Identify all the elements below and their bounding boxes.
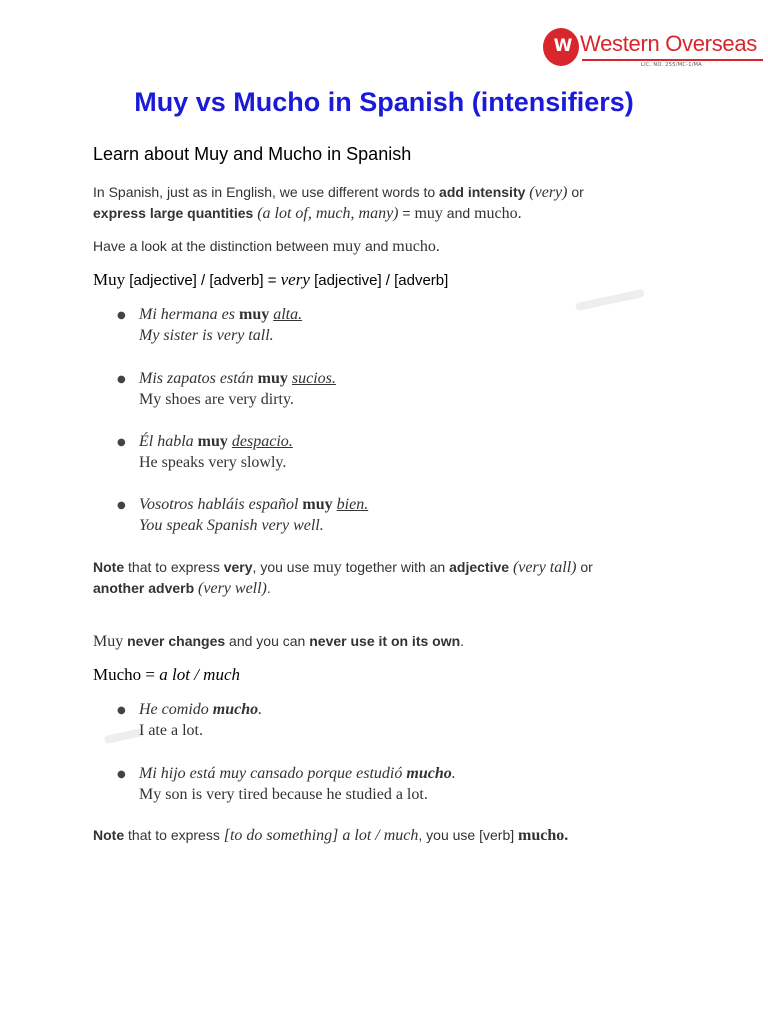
bullet-icon: ● <box>117 705 126 716</box>
intro-emphasis: express large quantities <box>93 205 254 221</box>
spanish-sentence: Mi hermana es muy alta. <box>139 306 303 323</box>
note-text: that to express <box>124 559 224 575</box>
bullet-icon: ● <box>117 374 126 385</box>
spanish-sentence: Mi hijo está muy cansado porque estudió mucho. <box>139 765 456 782</box>
note-emphasis: another adverb <box>93 580 195 596</box>
note-example: (very well) <box>198 580 267 597</box>
note-text: or <box>576 559 593 575</box>
english-translation: My sister is very tall. <box>139 327 274 344</box>
watermark-fragment <box>575 289 645 311</box>
note-text: , you use [verb] <box>418 827 519 843</box>
english-translation: My shoes are very dirty. <box>139 391 294 408</box>
intro-word: muy <box>414 205 443 222</box>
heading-text: [adjective] / [adverb] = <box>125 272 281 289</box>
logo-underline <box>582 59 763 61</box>
spanish-sentence: He comido mucho. <box>139 701 263 718</box>
intro-example: (a lot of, much, many) <box>257 205 399 222</box>
note-word: muy <box>313 559 342 576</box>
note-example: [to do something] a lot / much <box>223 827 419 844</box>
logo-brand-name: Western Overseas <box>580 31 757 56</box>
heading-word: a lot / much <box>159 665 240 684</box>
note-text: . <box>266 580 271 596</box>
page-subtitle: Learn about Muy and Mucho in Spanish <box>93 144 412 164</box>
bullet-icon: ● <box>117 500 126 511</box>
heading-text: Mucho = <box>93 665 160 684</box>
intro-text: Have a look at the distinction between <box>93 238 333 254</box>
logo-license-text: LIC. NO. 255/MC-1/MA <box>641 62 703 68</box>
intro-text: = <box>398 205 415 221</box>
intro-text: and <box>442 205 475 221</box>
bullet-icon: ● <box>117 437 126 448</box>
bullet-icon: ● <box>117 769 126 780</box>
note-text: together with an <box>341 559 450 575</box>
spanish-sentence: Mis zapatos están muy sucios. <box>139 370 336 387</box>
intro-word: muy <box>332 238 362 255</box>
rule-word: Muy <box>93 633 124 650</box>
logo-mark: W <box>543 28 579 66</box>
note-emphasis: adjective <box>449 559 510 575</box>
heading-text: [adjective] / [adverb] <box>309 272 449 289</box>
page-title: Muy vs Mucho in Spanish (intensifiers) <box>134 87 634 117</box>
muy-rule <box>93 631 464 652</box>
rule-emphasis: never use it on its own <box>309 633 461 649</box>
intro-text: In Spanish, just as in English, we use different words to <box>93 184 440 200</box>
note-word: mucho. <box>518 827 569 844</box>
distinction-paragraph <box>93 236 440 257</box>
intro-emphasis: add intensity <box>439 184 526 200</box>
heading-word: very <box>280 270 310 289</box>
intro-example: (very) <box>529 184 568 201</box>
spanish-sentence: Vosotros habláis español muy bien. <box>139 496 369 513</box>
muy-heading <box>93 270 448 290</box>
bullet-icon: ● <box>117 310 126 321</box>
note-emphasis: very <box>223 559 253 575</box>
note-label: Note <box>93 559 125 575</box>
rule-text: . <box>460 633 465 649</box>
english-translation: My son is very tired because he studied a lot. <box>139 786 428 803</box>
muy-note <box>93 557 693 599</box>
english-translation: He speaks very slowly. <box>139 454 287 471</box>
mucho-note <box>93 825 568 846</box>
intro-word: mucho. <box>392 238 440 255</box>
intro-text: or <box>567 184 584 200</box>
intro-word: mucho. <box>474 205 522 222</box>
english-translation: I ate a lot. <box>139 722 203 739</box>
rule-text: and you can <box>225 633 310 649</box>
note-text: that to express <box>124 827 224 843</box>
intro-text: and <box>361 238 393 254</box>
english-translation: You speak Spanish very well. <box>139 517 324 534</box>
spanish-sentence: Él habla muy despacio. <box>139 433 293 450</box>
company-logo <box>543 28 763 72</box>
note-example: (very tall) <box>512 559 577 576</box>
rule-emphasis: never changes <box>123 633 226 649</box>
note-text: , you use <box>252 559 314 575</box>
mucho-heading <box>93 665 240 685</box>
note-label: Note <box>93 827 125 843</box>
intro-paragraph <box>93 182 693 224</box>
heading-word: Muy <box>93 270 126 289</box>
